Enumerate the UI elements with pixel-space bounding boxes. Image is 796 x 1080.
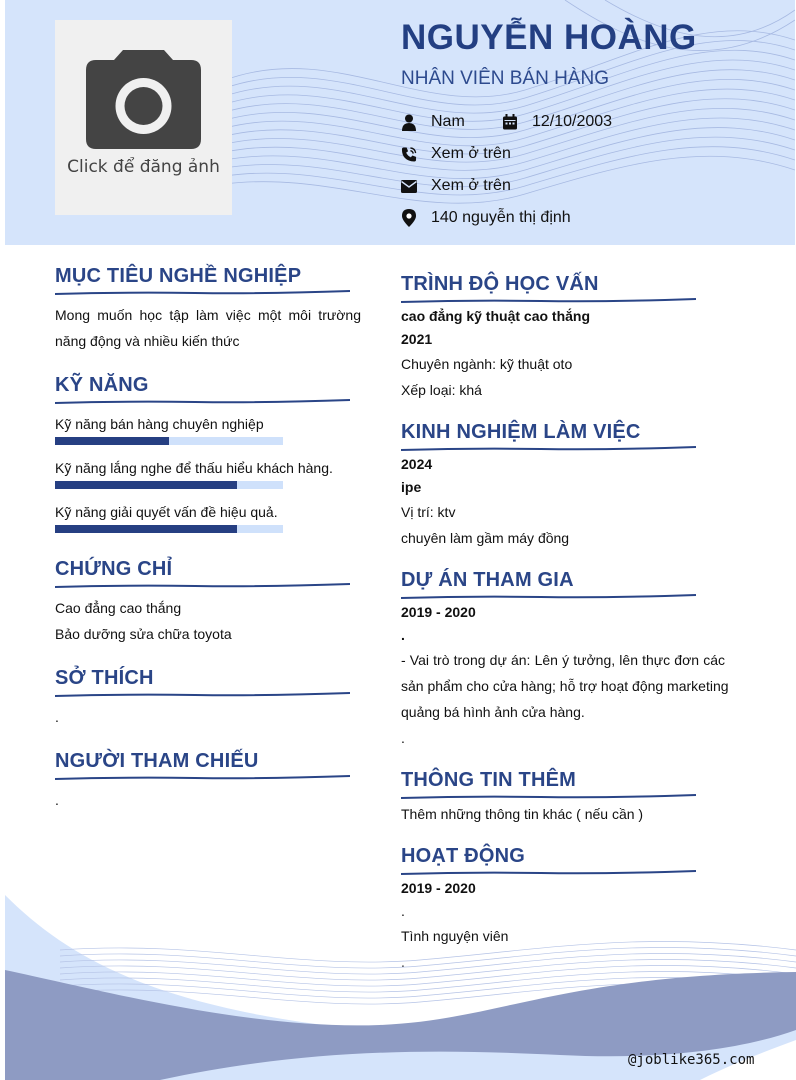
section-underline: [401, 793, 696, 801]
section-underline: [401, 869, 696, 877]
education-school: cao đẳng kỹ thuật cao thắng: [401, 308, 591, 324]
birthday-row: [502, 113, 612, 131]
section-underline: [401, 593, 696, 601]
section-objective: [55, 265, 350, 297]
skill-label: Kỹ năng lắng nghe để thấu hiểu khách hàng.: [55, 460, 333, 476]
section-hobbies: [55, 667, 350, 699]
skill-level-bar: [55, 525, 283, 533]
experience-position: Vị trí: ktv: [401, 504, 456, 520]
project-note: .: [401, 730, 405, 746]
education-year: 2021: [401, 331, 433, 347]
section-title: THÔNG TIN THÊM: [401, 769, 577, 791]
activity-role: Tình nguyện viên: [401, 928, 509, 944]
objective-line: Mong muốn học tập làm việc một môi trường: [55, 307, 361, 323]
email-value: Xem ở trên: [431, 177, 511, 194]
birthday-value: 12/10/2003: [532, 113, 613, 130]
section-title: KỸ NĂNG: [55, 374, 149, 396]
calendar-icon: [502, 113, 518, 131]
location-pin-icon: [401, 209, 417, 227]
phone-row: [401, 145, 511, 163]
photo-upload-label: Click để đăng ảnh: [67, 157, 220, 177]
experience-description: chuyên làm gầm máy đồng: [401, 530, 570, 546]
section-underline: [55, 582, 350, 590]
activity-note: .: [401, 954, 405, 970]
section-title: HOẠT ĐỘNG: [401, 845, 526, 867]
project-description-line: sản phẩm cho cửa hàng; hỗ trợ hoạt động marketing: [401, 678, 729, 694]
phone-value: Xem ở trên: [431, 145, 511, 162]
section-underline: [401, 445, 696, 453]
section-title: SỞ THÍCH: [55, 667, 154, 689]
section-education: [401, 273, 696, 305]
phone-icon: [401, 145, 417, 163]
section-certificates: [55, 558, 350, 590]
activity-org: .: [401, 903, 405, 919]
section-title: DỰ ÁN THAM GIA: [401, 569, 574, 591]
section-underline: [55, 398, 350, 406]
activity-period: 2019 - 2020: [401, 880, 476, 896]
skill-level-fill: [55, 437, 169, 445]
section-title: NGƯỜI THAM CHIẾU: [55, 750, 259, 772]
references-text: .: [55, 792, 59, 808]
photo-upload[interactable]: [55, 20, 232, 215]
footer-wave-decoration: [0, 880, 796, 1080]
project-name: .: [401, 627, 405, 643]
hobbies-text: .: [55, 709, 59, 725]
project-description-line: - Vai trò trong dự án: Lên ý tưởng, lên thực đơn các: [401, 652, 725, 668]
section-projects: [401, 569, 696, 601]
objective-line: năng động và nhiều kiến thức: [55, 333, 240, 349]
section-title: KINH NGHIỆM LÀM VIỆC: [401, 421, 641, 443]
education-grade: Xếp loại: khá: [401, 382, 482, 398]
experience-company: ipe: [401, 479, 422, 495]
skill-level-bar: [55, 481, 283, 489]
section-title: MỤC TIÊU NGHỀ NGHIỆP: [55, 265, 302, 287]
section-title: TRÌNH ĐỘ HỌC VẤN: [401, 273, 599, 295]
skill-level-fill: [55, 481, 237, 489]
address-value: 140 nguyễn thị định: [431, 209, 571, 226]
section-title: CHỨNG CHỈ: [55, 558, 173, 580]
envelope-icon: [401, 177, 417, 195]
project-description-line: quảng bá hình ảnh cửa hàng.: [401, 704, 585, 720]
education-major: Chuyên ngành: kỹ thuật oto: [401, 356, 573, 372]
candidate-name: NGUYỄN HOÀNG: [401, 18, 697, 57]
section-references: [55, 750, 350, 782]
section-underline: [55, 289, 350, 297]
certificate-item: Bảo dưỡng sửa chữa toyota: [55, 626, 232, 642]
skill-label: Kỹ năng giải quyết vấn đề hiệu quả.: [55, 504, 278, 520]
skill-level-fill: [55, 525, 237, 533]
skill-level-bar: [55, 437, 283, 445]
certificate-item: Cao đẳng cao thắng: [55, 600, 182, 616]
section-underline: [401, 297, 696, 305]
gender-value: Nam: [431, 113, 465, 130]
skill-label: Kỹ năng bán hàng chuyên nghiệp: [55, 416, 264, 432]
section-underline: [55, 691, 350, 699]
address-row: [401, 209, 571, 227]
section-activities: [401, 845, 696, 877]
section-underline: [55, 774, 350, 782]
experience-year: 2024: [401, 456, 433, 472]
job-title: NHÂN VIÊN BÁN HÀNG: [401, 68, 609, 89]
watermark: @joblike365.com: [628, 1052, 755, 1068]
section-experience: [401, 421, 696, 453]
camera-icon: [85, 48, 202, 150]
project-period: 2019 - 2020: [401, 604, 476, 620]
person-icon: [401, 113, 417, 131]
section-skills: [55, 374, 350, 406]
section-additional-info: [401, 769, 696, 801]
additional-info-text: Thêm những thông tin khác ( nếu cần ): [401, 806, 644, 822]
email-row: [401, 177, 511, 195]
gender-row: [401, 113, 465, 131]
